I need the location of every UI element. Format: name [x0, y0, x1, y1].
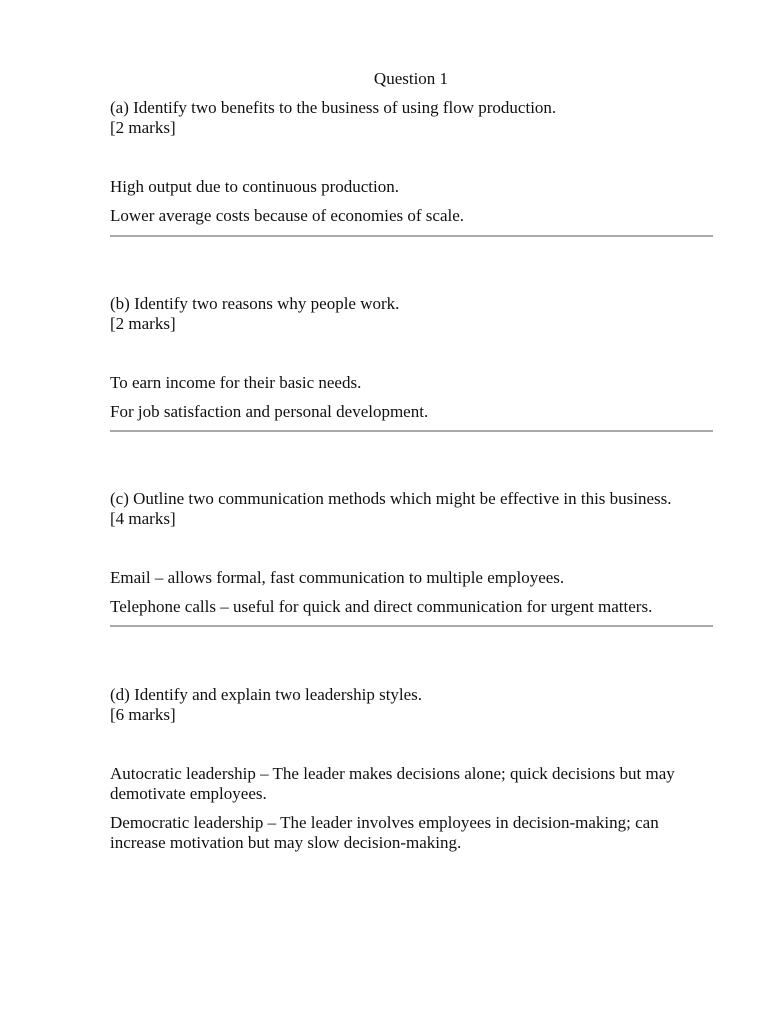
question-text: (d) Identify and explain two leadership styles. [110, 685, 423, 704]
section-divider [110, 430, 713, 432]
answer-item: Autocratic leadership – The leader makes decisions alone; quick decisions but may demotivate employees. [110, 764, 675, 803]
section-divider [110, 235, 713, 237]
question-section-b [110, 294, 713, 431]
answer-list [110, 764, 713, 853]
answer-item: High output due to continuous production. [110, 177, 399, 196]
question-section-c [110, 489, 713, 626]
answer-list [110, 177, 713, 226]
question-section-a [110, 98, 713, 235]
answer-item: Lower average costs because of economies of scale. [110, 206, 465, 225]
page-title: Question 1 [373, 69, 449, 88]
question-text: (c) Outline two communication methods which might be effective in this business. [110, 489, 672, 508]
question-text: (b) Identify two reasons why people work. [110, 294, 400, 313]
section-divider [110, 625, 713, 627]
question-text: (a) Identify two benefits to the business of using flow production. [110, 98, 557, 117]
question-marks: [2 marks] [110, 314, 176, 333]
answer-item: Email – allows formal, fast communication to multiple employees. [110, 568, 565, 587]
answer-list [110, 568, 713, 617]
answer-item: For job satisfaction and personal development. [110, 402, 429, 421]
answer-item: To earn income for their basic needs. [110, 373, 362, 392]
answer-list [110, 373, 713, 422]
answer-item: Democratic leadership – The leader involves employees in decision-making; can increase motivation but may slow decision-making. [110, 813, 659, 852]
question-section-d [110, 685, 713, 862]
answer-item: Telephone calls – useful for quick and direct communication for urgent matters. [110, 597, 653, 616]
question-marks: [2 marks] [110, 118, 176, 137]
question-marks: [4 marks] [110, 509, 176, 528]
question-marks: [6 marks] [110, 705, 176, 724]
